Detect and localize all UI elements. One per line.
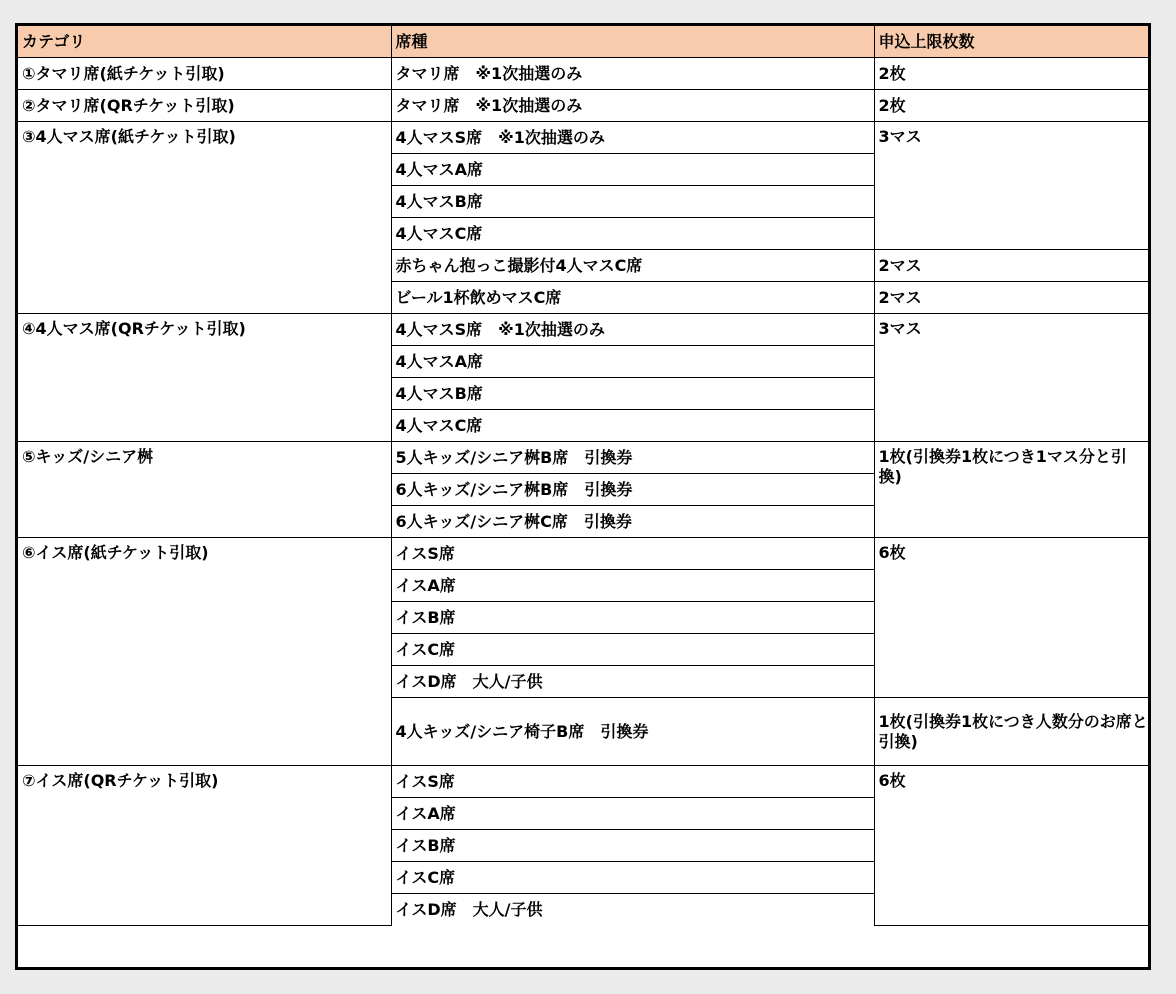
- seat-type-cell: 4人マスA席: [391, 154, 874, 186]
- category-cell: ⑦イス席(QRチケット引取): [18, 766, 391, 926]
- category-cell: ④4人マス席(QRチケット引取): [18, 314, 391, 442]
- seat-type-cell: イスS席: [391, 538, 874, 570]
- seat-type-cell: 4人マスC席: [391, 218, 874, 250]
- category-cell: ③4人マス席(紙チケット引取): [18, 122, 391, 314]
- seat-type-cell: 5人キッズ/シニア桝B席 引換券: [391, 442, 874, 474]
- limit-cell: 3マス: [874, 122, 1148, 250]
- limit-cell: 2枚: [874, 58, 1148, 90]
- seat-type-cell: 4人マスS席 ※1次抽選のみ: [391, 314, 874, 346]
- seat-type-cell: イスD席 大人/子供: [391, 894, 874, 926]
- seat-type-cell: 4人キッズ/シニア椅子B席 引換券: [391, 698, 874, 766]
- seat-type-cell: 4人マスA席: [391, 346, 874, 378]
- seat-limit-table: [18, 26, 1148, 926]
- header-seat-type: 席種: [391, 26, 874, 58]
- limit-cell: 2マス: [874, 282, 1148, 314]
- header-limit: 申込上限枚数: [874, 26, 1148, 58]
- seat-type-cell: 6人キッズ/シニア桝B席 引換券: [391, 474, 874, 506]
- table-row: [18, 766, 1148, 798]
- category-cell: ⑤キッズ/シニア桝: [18, 442, 391, 538]
- seat-type-cell: 6人キッズ/シニア桝C席 引換券: [391, 506, 874, 538]
- category-cell: ⑥イス席(紙チケット引取): [18, 538, 391, 766]
- limit-cell: 6枚: [874, 766, 1148, 926]
- seat-type-cell: イスC席: [391, 634, 874, 666]
- seat-type-cell: イスS席: [391, 766, 874, 798]
- limit-cell: 6枚: [874, 538, 1148, 698]
- table-row: [18, 122, 1148, 154]
- seat-type-cell: ビール1杯飲めマスC席: [391, 282, 874, 314]
- limit-cell: 1枚(引換券1枚につき1マス分と引換): [874, 442, 1148, 538]
- limit-cell: 1枚(引換券1枚につき人数分のお席と引換): [874, 698, 1148, 766]
- seat-type-cell: 4人マスS席 ※1次抽選のみ: [391, 122, 874, 154]
- table-row: [18, 442, 1148, 474]
- category-cell: ②タマリ席(QRチケット引取): [18, 90, 391, 122]
- seat-type-cell: イスB席: [391, 830, 874, 862]
- seat-type-cell: イスA席: [391, 570, 874, 602]
- seat-type-cell: 4人マスB席: [391, 186, 874, 218]
- seat-type-cell: 4人マスB席: [391, 378, 874, 410]
- category-cell: ①タマリ席(紙チケット引取): [18, 58, 391, 90]
- seat-type-cell: イスC席: [391, 862, 874, 894]
- seat-type-cell: タマリ席 ※1次抽選のみ: [391, 90, 874, 122]
- table-row: [18, 90, 1148, 122]
- header-category: カテゴリ: [18, 26, 391, 58]
- seat-type-cell: タマリ席 ※1次抽選のみ: [391, 58, 874, 90]
- seat-type-cell: イスD席 大人/子供: [391, 666, 874, 698]
- table-row: [18, 314, 1148, 346]
- limit-cell: 2枚: [874, 90, 1148, 122]
- seat-type-cell: 4人マスC席: [391, 410, 874, 442]
- seat-type-cell: イスB席: [391, 602, 874, 634]
- seat-type-cell: イスA席: [391, 798, 874, 830]
- limit-cell: 2マス: [874, 250, 1148, 282]
- seat-table-frame: [15, 23, 1151, 970]
- header-row: [18, 26, 1148, 58]
- limit-cell: 3マス: [874, 314, 1148, 442]
- seat-type-cell: 赤ちゃん抱っこ撮影付4人マスC席: [391, 250, 874, 282]
- table-row: [18, 538, 1148, 570]
- table-row: [18, 58, 1148, 90]
